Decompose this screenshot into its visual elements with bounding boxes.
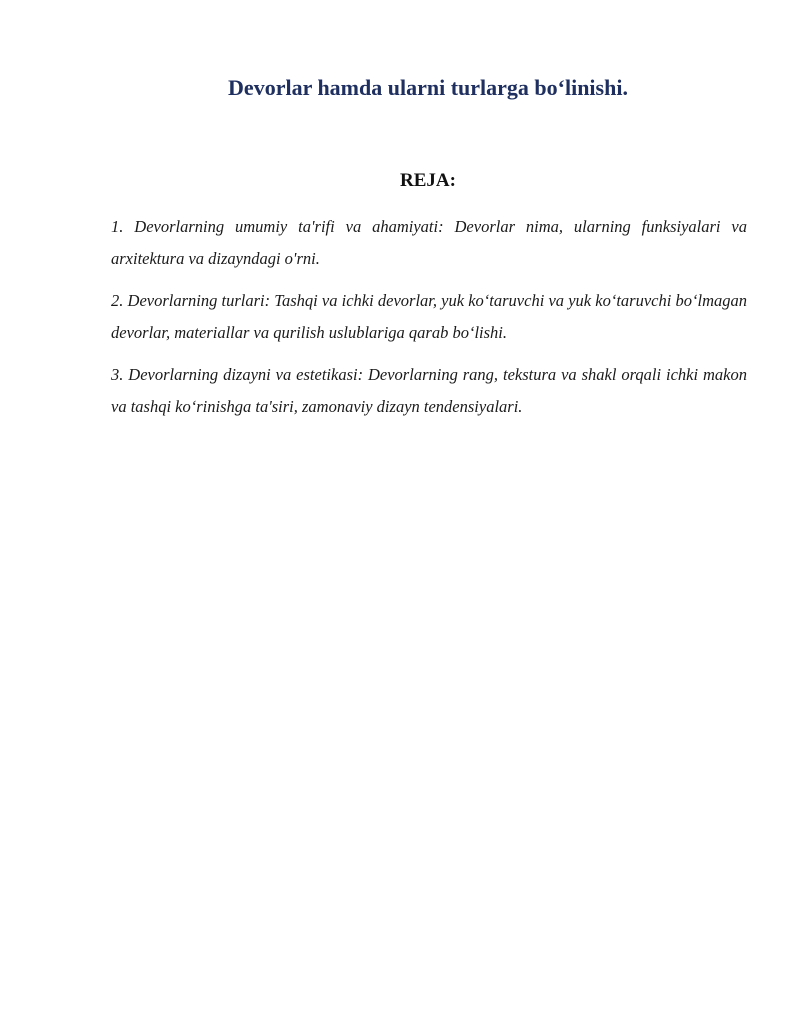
plan-item-1: 1. Devorlarning umumiy ta'rifi va ahamiyati: Devorlar nima, ularning funksiyalari va arxitektura va dizayndagi o'rni. — [111, 217, 747, 268]
plan-list — [111, 211, 747, 433]
plan-item-3: 3. Devorlarning dizayni va estetikasi: Devorlarning rang, tekstura va shakl orqali ichki makon va tashqi ko‘rinishga ta'siri, zamonaviy dizayn tendensiyalari. — [111, 365, 747, 416]
plan-heading: REJA: — [400, 170, 456, 191]
document-title: Devorlar hamda ularni turlarga bo‘linishi. — [228, 75, 628, 100]
plan-item-2: 2. Devorlarning turlari: Tashqi va ichki devorlar, yuk ko‘taruvchi va yuk ko‘taruvchi bo‘lmagan devorlar, materiallar va qurilish uslublariga qarab bo‘lishi. — [111, 291, 747, 342]
